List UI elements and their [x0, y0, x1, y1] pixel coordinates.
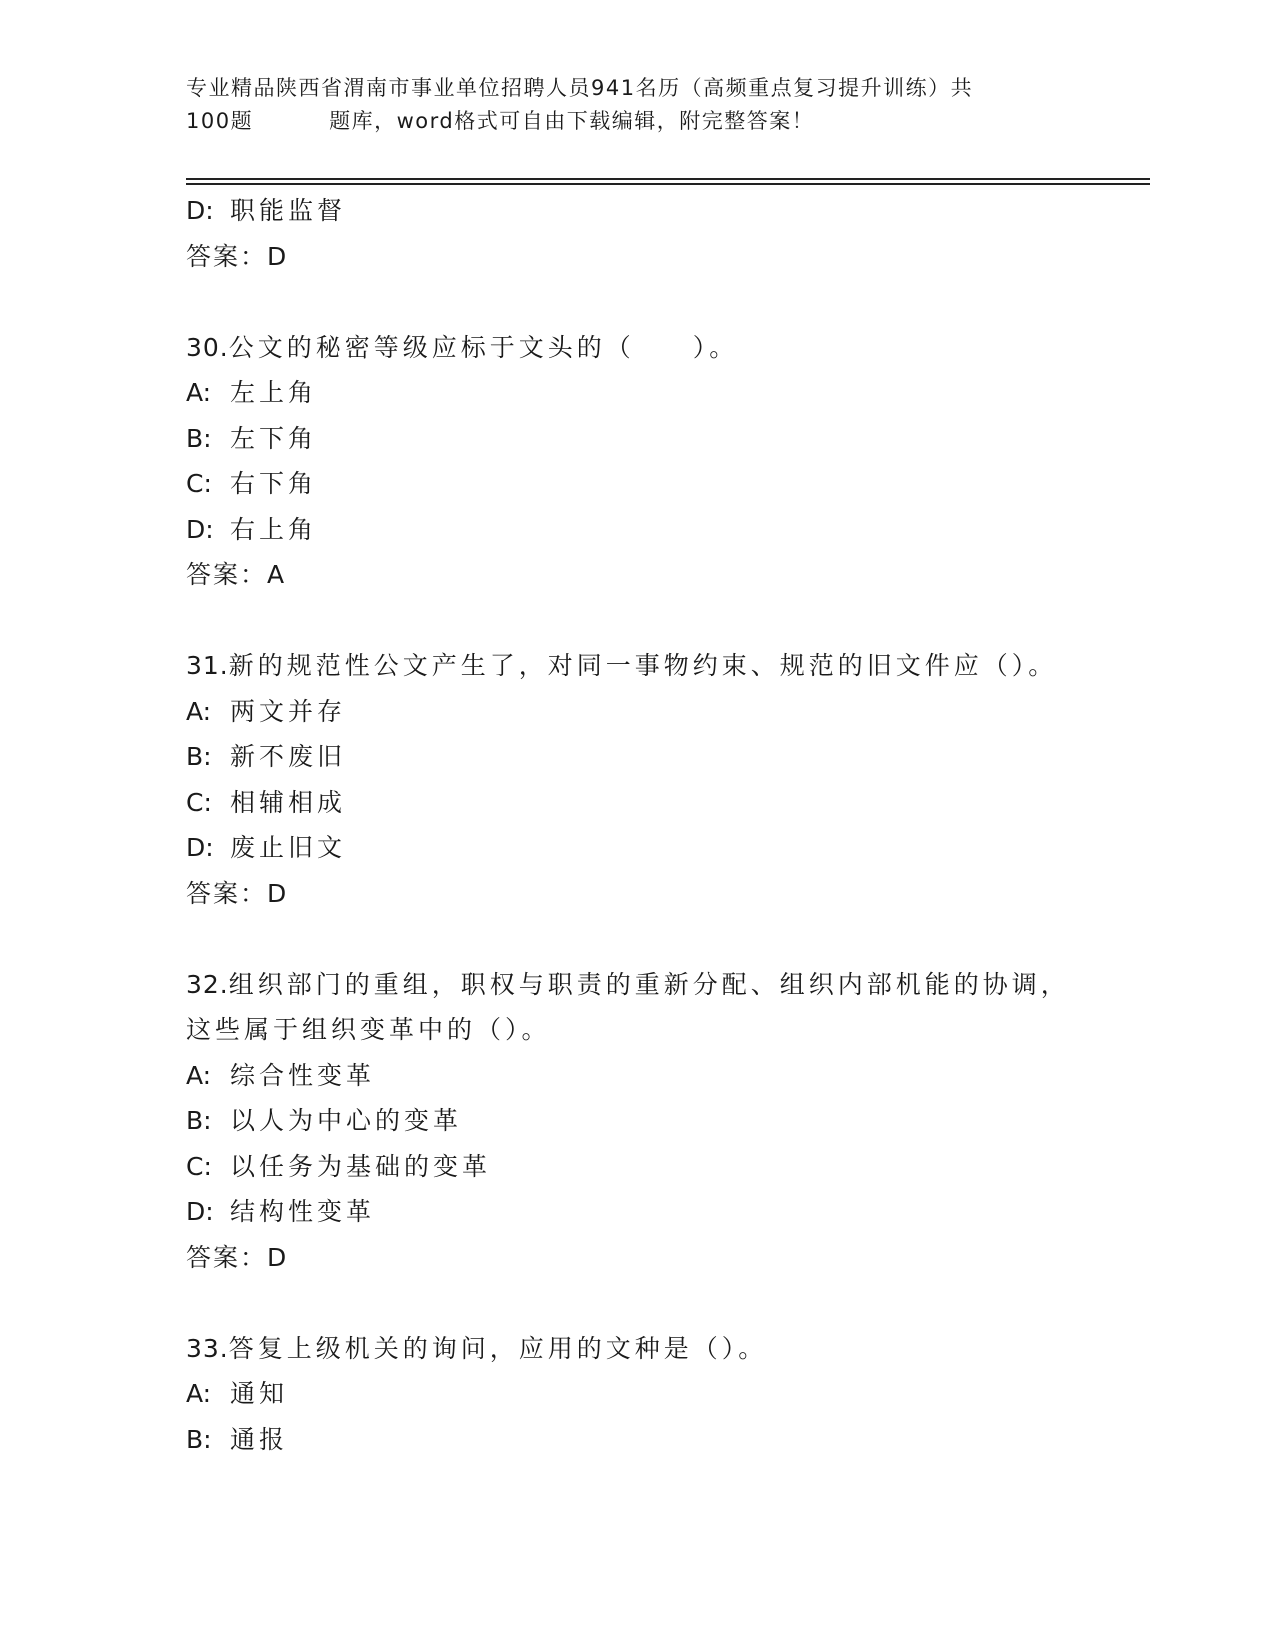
option-c [186, 1144, 1086, 1190]
document-header [186, 72, 1066, 138]
option-key: C: [186, 469, 212, 498]
option-b [186, 1417, 1086, 1463]
question-number: 31. [186, 651, 229, 680]
option-b [186, 1098, 1086, 1144]
option-key: A: [186, 696, 212, 726]
question-number: 33. [186, 1333, 229, 1363]
answer-line: 答案：D [186, 1242, 289, 1272]
question-30 [186, 325, 1086, 371]
option-key: D: [186, 833, 214, 862]
option-key: B: [186, 1106, 212, 1135]
option-key: B: [186, 1424, 212, 1454]
option-c [186, 461, 1086, 507]
question-32-continued: 这些属于组织变革中的（）。 [186, 1015, 551, 1044]
question-text: 组织部门的重组，职权与职责的重新分配、组织内部机能的协调， [228, 969, 1070, 999]
header-question-count: 100题 [186, 109, 254, 133]
question-33 [186, 1326, 1086, 1372]
option-b [186, 734, 1086, 780]
answer-line: 答案：D [186, 878, 289, 908]
option-text: 综合性变革 [230, 1060, 376, 1090]
option-key: B: [186, 742, 212, 771]
option-d [186, 825, 1086, 871]
option-key: C: [186, 1151, 212, 1181]
question-31 [186, 643, 1086, 689]
question-list [186, 188, 1086, 1462]
option-text: 两文并存 [230, 696, 347, 726]
option-key: B: [186, 423, 212, 453]
question-text: 新的规范性公文产生了，对同一事物约束、规范的旧文件应（）。 [228, 651, 1058, 680]
option-a [186, 370, 1086, 416]
option-text: 右上角 [230, 514, 318, 544]
answer-line: 答案：A [186, 560, 287, 589]
option-key: A: [186, 1060, 212, 1090]
option-text: 结构性变革 [230, 1197, 376, 1226]
option-d [186, 188, 1086, 234]
header-title-line1: 专业精品陕西省渭南市事业单位招聘人员941名历（高频重点复习提升训练）共 [186, 76, 974, 100]
option-text: 以人为中心的变革 [230, 1106, 463, 1135]
option-key: D: [186, 1197, 214, 1226]
option-text: 职能监督 [230, 196, 347, 225]
option-text: 左上角 [230, 378, 318, 407]
option-key: A: [186, 1379, 212, 1408]
option-c [186, 780, 1086, 826]
option-d [186, 507, 1086, 553]
question-number: 30. [186, 332, 229, 362]
option-a [186, 1053, 1086, 1099]
option-key: D: [186, 196, 214, 225]
option-b [186, 416, 1086, 462]
option-text: 左下角 [230, 423, 318, 453]
question-32 [186, 962, 1086, 1008]
option-a [186, 689, 1086, 735]
option-key: D: [186, 514, 214, 544]
header-divider-top [186, 178, 1150, 180]
option-key: A: [186, 378, 212, 407]
question-number: 32. [186, 969, 229, 999]
option-a [186, 1371, 1086, 1417]
option-key: C: [186, 787, 212, 817]
question-text: 答复上级机关的询问，应用的文种是（）。 [228, 1333, 768, 1363]
option-text: 废止旧文 [230, 833, 347, 862]
header-divider-bottom [186, 183, 1150, 185]
option-text: 新不废旧 [230, 742, 347, 771]
option-text: 相辅相成 [230, 787, 347, 817]
header-subtitle: 题库，word格式可自由下载编辑，附完整答案！ [329, 109, 815, 133]
option-text: 通报 [230, 1424, 289, 1454]
header-title-line2 [186, 105, 1066, 138]
option-text: 以任务为基础的变革 [230, 1151, 492, 1181]
option-d [186, 1189, 1086, 1235]
option-text: 通知 [230, 1379, 289, 1408]
question-text: 公文的秘密等级应标于文头的（ ）。 [228, 332, 739, 362]
answer-line: 答案：D [186, 241, 289, 271]
option-text: 右下角 [230, 469, 318, 498]
